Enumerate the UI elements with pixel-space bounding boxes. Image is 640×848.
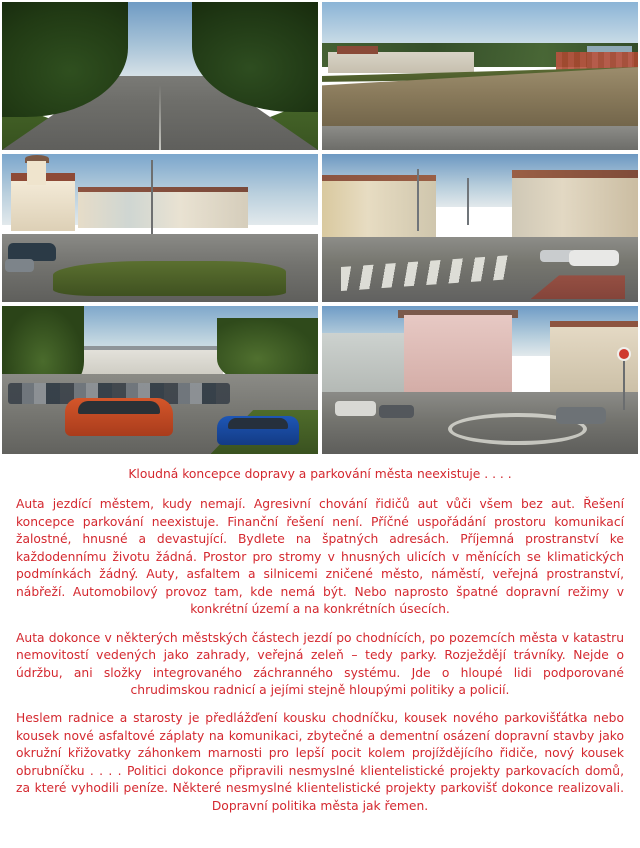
paragraph-3: Heslem radnice a starosty je předlážďení kousku chodníčku, kousek nového parkovišťátka nebo kousek nové asfaltové záplaty na komunikaci, zbytečné a dementní osázení dopravní stavby jako okružní křižovatky záhonkem marnosti pro lepší pocit kolem projíždějícího řidiče, nový kousek obrubníčku . . . . Politici dokonce připravili nesmyslné klientelistické projekty parkovacích domů, za které vyhodili peníze. Některé nesmyslné klientelistické projekty parkovišť dokonce realizovali. Dopravní politika města jak řemen. [16,711,624,813]
town-intersection-scene [2,154,318,302]
town-intersection-church-photo [0,152,320,304]
right-building-row [512,178,638,246]
street-lamp [417,169,419,231]
paragraph-1: Auta jezdící městem, kudy nemají. Agresivní chování řidičů aut vůči všem bez aut. Řešení koncepce parkování neexistuje. Finanční řešení není. Příčné uspořádání prostoru komunikací žalostné, hnusné a devastující. Bydlete na špatných adresách. Příjemná prostranství ke každodennímu životu žádná. Prostor pro stromy v hnusných ulicích v měnících se klimatických podmínkách žádný. Auty, asfaltem a silnicemi zničené město, náměstí, veřejná prostranství, nábřeží. Automobilový provoz tam, kde nemá být. Nebo naprosto špatné dopravní režimy v konkrétní území a na konkrétních úsecích. [16,497,624,617]
road-surface [322,126,638,150]
parked-car [379,405,414,418]
tree-lined-road-photo [0,0,320,152]
parking-lot-scene [2,306,318,454]
parked-car [556,407,607,425]
street-corner-roundabout-photo [320,304,640,456]
parking-lot-cars-photo [0,304,320,456]
church-tower [27,161,46,185]
pink-building [404,315,511,395]
parked-car [569,250,620,266]
distant-houses [328,52,473,73]
building-row [78,192,249,228]
main-street-scene [322,154,638,302]
parked-car [8,243,55,261]
blue-car [217,416,299,446]
orange-suv [65,398,172,436]
parked-car [5,259,33,272]
church-body [11,181,74,231]
street-corner-scene [322,306,638,454]
utility-pole [151,160,153,234]
main-street-crossing-photo [320,152,640,304]
article-text [0,456,640,832]
excavation-roadworks-photo [320,0,640,152]
industrial-hall [72,350,224,377]
excavation-scene [322,2,638,150]
overgrown-hedge [53,261,287,297]
house-roof [337,46,378,54]
left-building [322,333,404,395]
parked-car [335,401,376,416]
tree-lined-road-scene [2,2,318,150]
paragraph-2: Auta dokonce v některých městských částech jezdí po chodnících, po pozemcích města v katastru nemovitostí vedených jako zahrady, veřejná zeleň – tedy parky. Rozježdějí trávníky. Nejde o údržbu, ani složky integrovaného záchranného systému. Jde o hloupé lidi podporované chrudimskou radnicí a jejími stejně hloupými politiky a policií. [16,630,624,697]
road-centerline [159,85,161,150]
headline: Kloudná koncepce dopravy a parkování města neexistuje . . . . [128,467,512,481]
street-lamp [467,178,469,225]
